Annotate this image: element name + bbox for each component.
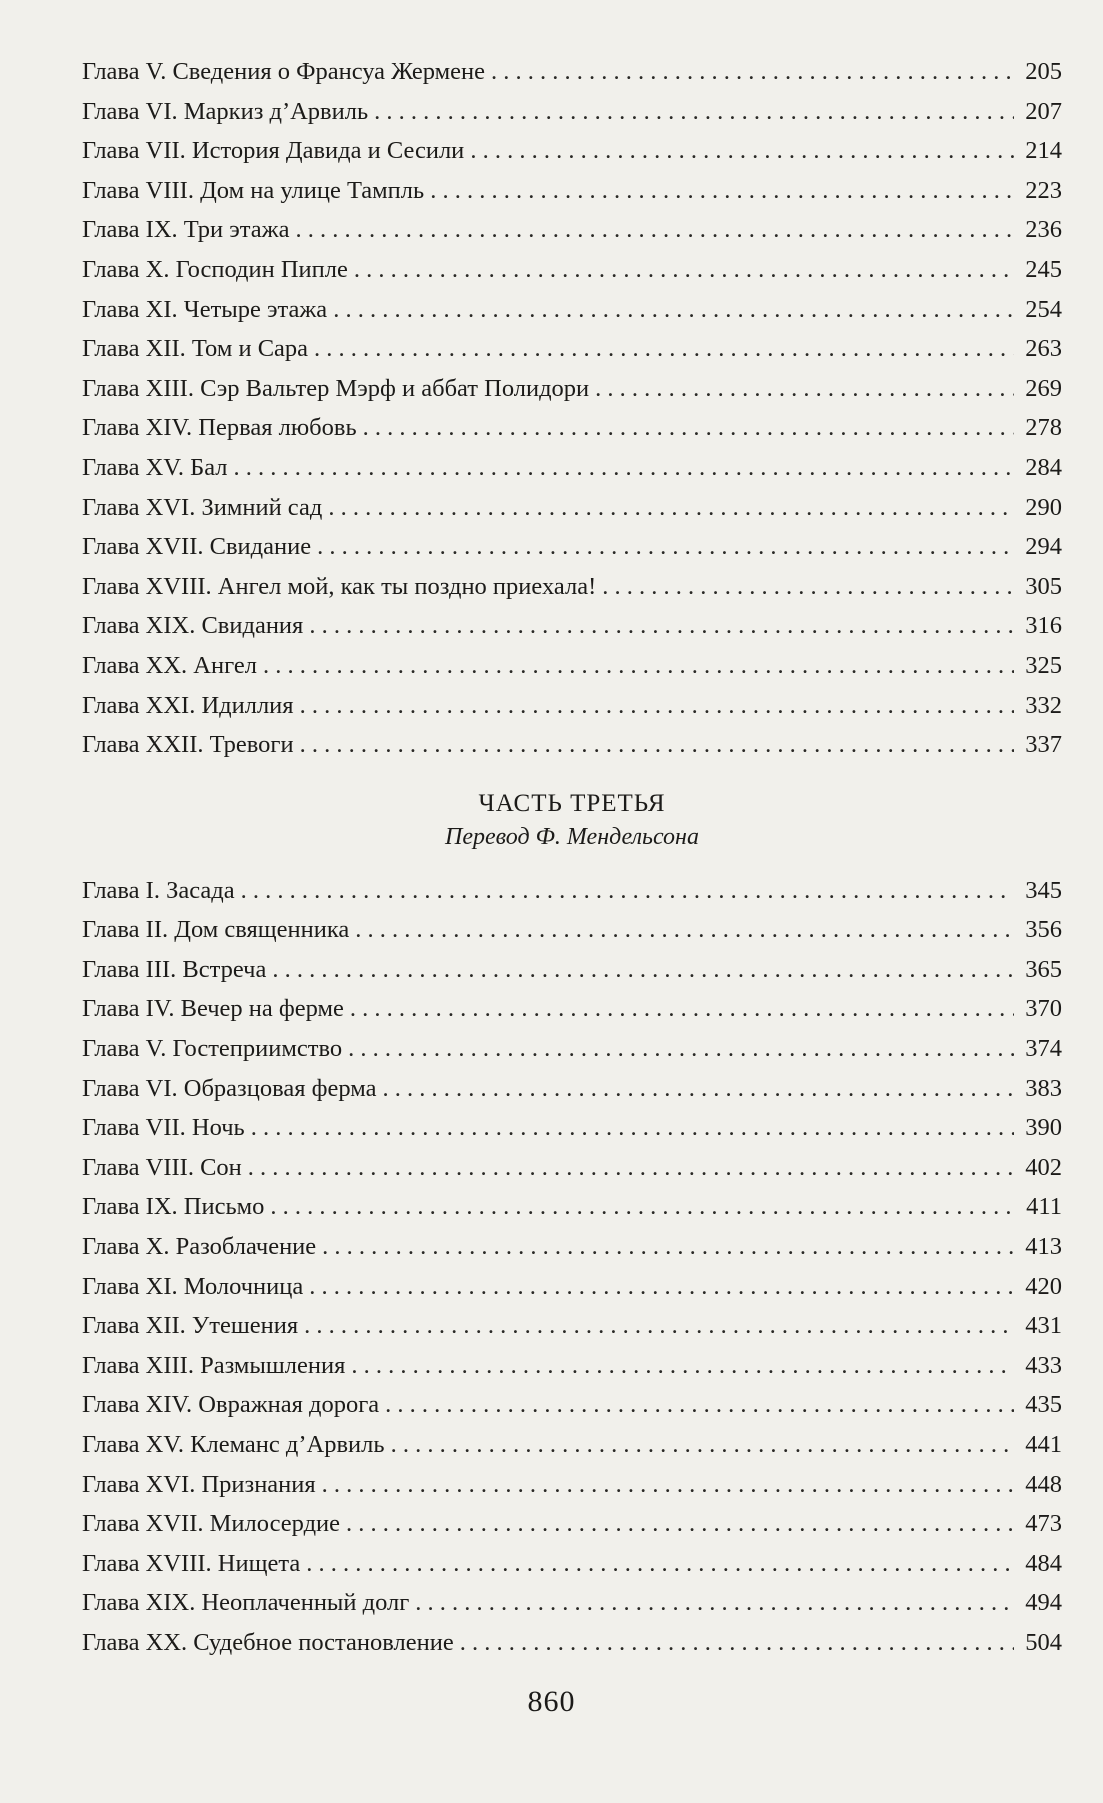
chapter-page-number: 365 [1025, 955, 1062, 983]
chapter-page-number: 411 [1026, 1193, 1062, 1221]
chapter-page-number: 316 [1025, 612, 1062, 640]
chapter-title: Глава XV. Клеманс д’Арвиль [82, 1431, 385, 1458]
chapter-title: Глава VI. Маркиз д’Арвиль [82, 97, 369, 125]
chapter-title: Глава V. Сведения о Франсуа Жермене [82, 58, 485, 85]
chapter-page-number: 433 [1025, 1351, 1062, 1379]
toc-entry [82, 950, 1062, 990]
chapter-page-number: 374 [1025, 1035, 1062, 1063]
chapter-title: Глава IV. Вечер на ферме [82, 995, 344, 1023]
chapter-page-number: 205 [1025, 58, 1062, 85]
chapter-title: Глава XXI. Идиллия [82, 691, 294, 719]
toc-entry [82, 725, 1062, 765]
dot-leader [251, 1108, 1014, 1148]
chapter-title: Глава XVII. Свидание [82, 533, 312, 561]
chapter-title: Глава XII. Утешения [82, 1312, 299, 1340]
dot-leader [270, 1187, 1014, 1227]
chapter-page-number: 494 [1025, 1589, 1062, 1617]
chapter-page-number: 420 [1025, 1272, 1062, 1300]
chapter-title: Глава I. Засада [82, 876, 235, 904]
chapter-title: Глава XII. Том и Сара [82, 335, 309, 363]
part-three-header [82, 787, 1062, 853]
chapter-page-number: 332 [1025, 691, 1062, 719]
toc-entry [82, 1069, 1062, 1109]
toc-entry [82, 1346, 1062, 1386]
toc-entry [82, 210, 1062, 250]
chapter-title: Глава XV. Бал [82, 453, 228, 481]
dot-leader [322, 1465, 1014, 1505]
dot-leader [322, 1227, 1014, 1267]
dot-leader [300, 725, 1014, 765]
toc-entry [82, 1504, 1062, 1544]
toc-entry [82, 92, 1062, 132]
chapter-title: Глава X. Господин Пипле [82, 255, 348, 283]
toc-entry [82, 1227, 1062, 1267]
toc-entry [82, 1583, 1062, 1623]
toc-entry [82, 329, 1062, 369]
dot-leader [300, 686, 1014, 726]
dot-leader [272, 950, 1014, 990]
chapter-page-number: 325 [1025, 651, 1062, 679]
chapter-title: Глава XVI. Признания [82, 1470, 316, 1498]
chapter-title: Глава VIII. Дом на улице Тампль [82, 176, 425, 204]
dot-leader [354, 250, 1014, 290]
chapter-title: Глава XIII. Сэр Вальтер Мэрф и аббат Полидори [82, 374, 590, 402]
chapter-page-number: 413 [1025, 1233, 1062, 1261]
toc-entry [82, 989, 1062, 1029]
chapter-title: Глава VI. Образцовая ферма [82, 1074, 377, 1102]
dot-leader [351, 1346, 1014, 1386]
toc-entry [82, 1029, 1062, 1069]
chapter-title: Глава XIV. Овражная дорога [82, 1391, 380, 1419]
toc-entry [82, 290, 1062, 330]
toc-entry [82, 527, 1062, 567]
chapter-page-number: 448 [1025, 1470, 1062, 1498]
dot-leader [382, 1069, 1014, 1109]
dot-leader [248, 1148, 1014, 1188]
toc-entry [82, 1425, 1062, 1465]
chapter-page-number: 269 [1025, 374, 1062, 402]
chapter-title: Глава XVIII. Ангел мой, как ты поздно приехала! [82, 572, 597, 600]
chapter-page-number: 473 [1025, 1510, 1062, 1538]
chapter-page-number: 356 [1025, 916, 1062, 944]
toc-entry [82, 646, 1062, 686]
part-three-title: ЧАСТЬ ТРЕТЬЯ [478, 789, 666, 817]
chapter-page-number: 402 [1025, 1153, 1062, 1181]
chapter-page-number: 383 [1025, 1074, 1062, 1102]
dot-leader [241, 871, 1014, 911]
toc-entry [82, 131, 1062, 171]
dot-leader [602, 567, 1014, 607]
dot-leader [314, 329, 1014, 369]
toc-entry [82, 369, 1062, 409]
chapter-title: Глава XX. Судебное постановление [82, 1628, 454, 1656]
chapter-page-number: 207 [1025, 97, 1062, 125]
chapter-page-number: 263 [1025, 335, 1062, 363]
chapter-page-number: 214 [1025, 137, 1062, 165]
dot-leader [355, 910, 1014, 950]
chapter-page-number: 294 [1025, 533, 1062, 561]
dot-leader [234, 448, 1014, 488]
chapter-page-number: 223 [1025, 176, 1062, 204]
chapter-title: Глава II. Дом священника [82, 916, 350, 944]
chapter-page-number: 370 [1025, 995, 1062, 1023]
dot-leader [317, 527, 1014, 567]
dot-leader [346, 1504, 1014, 1544]
chapter-title: Глава XI. Молочница [82, 1272, 304, 1300]
toc-entry [82, 686, 1062, 726]
toc-entry [82, 1306, 1062, 1346]
chapter-title: Глава VIII. Сон [82, 1153, 242, 1181]
chapter-page-number: 284 [1025, 453, 1062, 481]
chapter-page-number: 390 [1025, 1114, 1062, 1142]
chapter-page-number: 431 [1025, 1312, 1062, 1340]
chapter-page-number: 278 [1025, 414, 1062, 442]
toc-entry [82, 448, 1062, 488]
chapter-title: Глава XIII. Размышления [82, 1351, 346, 1379]
toc-entry [82, 171, 1062, 211]
chapter-page-number: 345 [1025, 876, 1062, 904]
toc-entry [82, 408, 1062, 448]
toc-entry [82, 488, 1062, 528]
dot-leader [309, 1267, 1014, 1307]
dot-leader [385, 1385, 1014, 1425]
toc-entry [82, 1544, 1062, 1584]
chapter-title: Глава IX. Три этажа [82, 216, 290, 244]
part-three-translator: Перевод Ф. Мендельсона [445, 823, 699, 850]
chapter-title: Глава XIX. Неоплаченный долг [82, 1589, 410, 1617]
dot-leader [348, 1029, 1014, 1069]
toc-entry [82, 1108, 1062, 1148]
dot-leader [306, 1544, 1014, 1584]
dot-leader [415, 1583, 1014, 1623]
page-number: 860 [527, 1685, 576, 1718]
part-two-chapter-list [82, 52, 1062, 765]
chapter-page-number: 435 [1025, 1391, 1062, 1419]
chapter-page-number: 484 [1025, 1549, 1062, 1577]
dot-leader [333, 290, 1014, 330]
chapter-title: Глава V. Гостеприимство [82, 1035, 343, 1063]
dot-leader [470, 131, 1014, 171]
dot-leader [374, 92, 1014, 132]
chapter-title: Глава XVIII. Нищета [82, 1549, 301, 1577]
dot-leader [295, 210, 1014, 250]
chapter-title: Глава XIX. Свидания [82, 612, 304, 640]
toc-entry [82, 1385, 1062, 1425]
dot-leader [328, 488, 1014, 528]
chapter-title: Глава XXII. Тревоги [82, 731, 294, 759]
chapter-page-number: 441 [1025, 1431, 1062, 1458]
table-of-contents [82, 52, 1062, 1663]
chapter-title: Глава IX. Письмо [82, 1193, 265, 1221]
chapter-page-number: 305 [1025, 572, 1062, 600]
chapter-page-number: 245 [1025, 255, 1062, 283]
toc-entry [82, 1187, 1062, 1227]
toc-entry [82, 1148, 1062, 1188]
toc-entry [82, 52, 1062, 92]
toc-entry [82, 1465, 1062, 1505]
chapter-title: Глава XVII. Милосердие [82, 1510, 341, 1538]
chapter-title: Глава VII. История Давида и Сесили [82, 137, 465, 165]
dot-leader [350, 989, 1014, 1029]
toc-entry [82, 871, 1062, 911]
dot-leader [460, 1623, 1014, 1663]
chapter-title: Глава VII. Ночь [82, 1114, 245, 1142]
dot-leader [304, 1306, 1014, 1346]
chapter-page-number: 254 [1025, 295, 1062, 323]
chapter-title: Глава XIV. Первая любовь [82, 414, 357, 442]
chapter-page-number: 337 [1025, 731, 1062, 759]
toc-entry [82, 606, 1062, 646]
dot-leader [363, 408, 1014, 448]
chapter-title: Глава XVI. Зимний сад [82, 493, 323, 521]
chapter-page-number: 504 [1025, 1628, 1062, 1656]
chapter-page-number: 290 [1025, 493, 1062, 521]
chapter-title: Глава XX. Ангел [82, 651, 257, 679]
chapter-title: Глава III. Встреча [82, 955, 267, 983]
chapter-page-number: 236 [1025, 216, 1062, 244]
toc-entry [82, 910, 1062, 950]
dot-leader [309, 606, 1014, 646]
dot-leader [430, 171, 1014, 211]
toc-entry [82, 1623, 1062, 1663]
toc-entry [82, 567, 1062, 607]
chapter-title: Глава X. Разоблачение [82, 1233, 317, 1261]
dot-leader [263, 646, 1014, 686]
dot-leader [491, 52, 1014, 92]
dot-leader [391, 1425, 1014, 1465]
chapter-title: Глава XI. Четыре этажа [82, 295, 328, 323]
dot-leader [595, 369, 1014, 409]
toc-entry [82, 1267, 1062, 1307]
part-three-chapter-list [82, 871, 1062, 1663]
toc-entry [82, 250, 1062, 290]
